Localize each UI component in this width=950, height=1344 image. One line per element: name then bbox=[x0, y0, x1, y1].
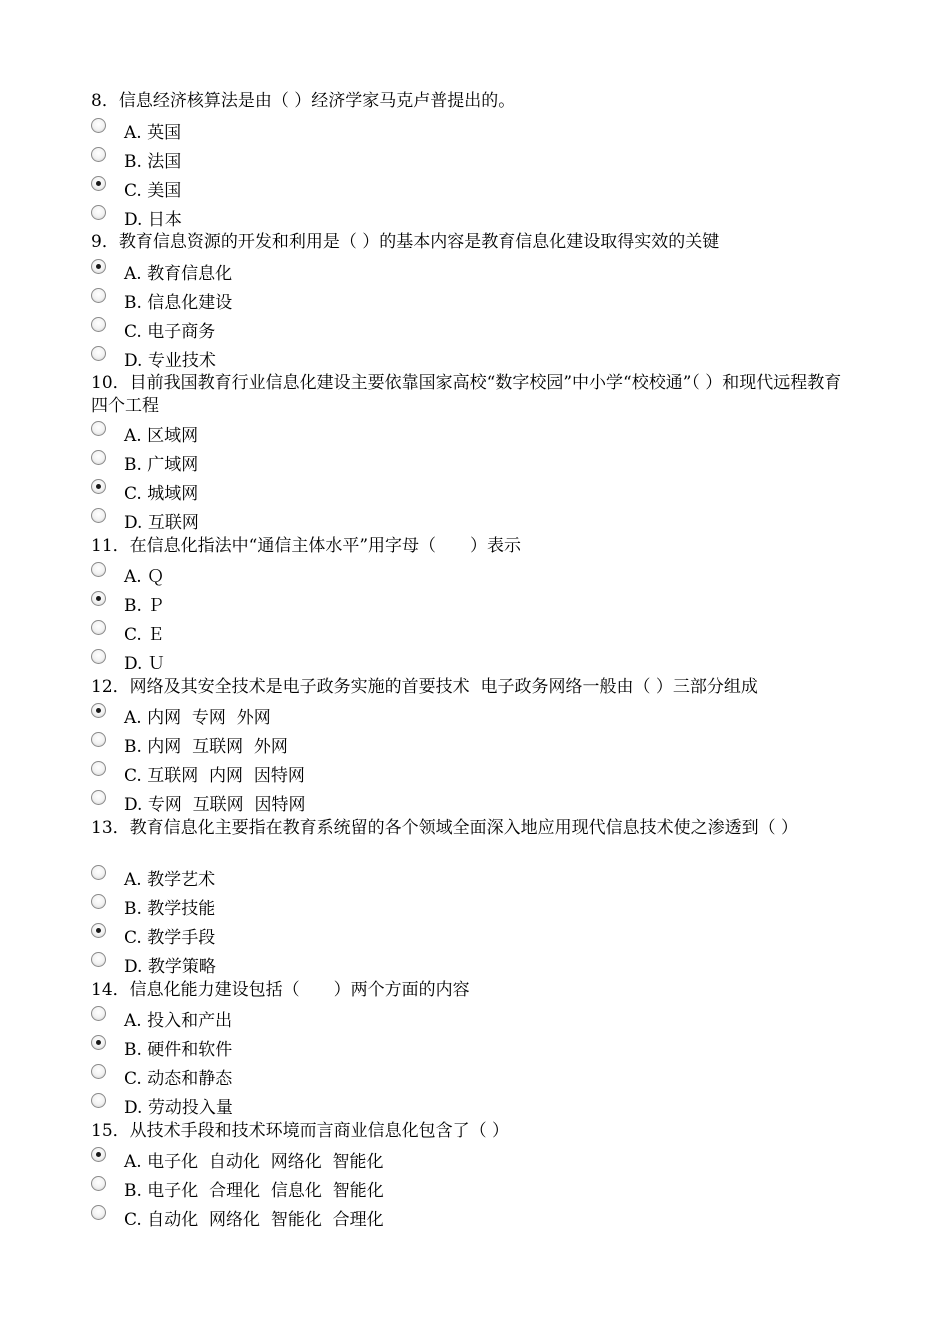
answer-option[interactable] bbox=[91, 287, 232, 313]
radio-unchecked-icon[interactable] bbox=[91, 790, 106, 805]
option-label: B. 信息化建设 bbox=[124, 292, 233, 313]
option-label: D. 专网 互联网 因特网 bbox=[124, 794, 306, 815]
answer-option[interactable] bbox=[91, 561, 164, 587]
answer-option[interactable] bbox=[91, 590, 164, 616]
answer-option[interactable] bbox=[91, 1034, 232, 1060]
answer-option[interactable] bbox=[91, 951, 216, 977]
radio-checked-icon[interactable] bbox=[91, 1147, 106, 1162]
option-label: C. Ｅ bbox=[124, 624, 165, 645]
answer-option[interactable] bbox=[91, 648, 165, 674]
option-label: C. 自动化 网络化 智能化 合理化 bbox=[124, 1209, 384, 1230]
radio-unchecked-icon[interactable] bbox=[91, 346, 106, 361]
answer-option[interactable] bbox=[91, 420, 198, 446]
option-label: B. 电子化 合理化 信息化 智能化 bbox=[124, 1180, 384, 1201]
radio-unchecked-icon[interactable] bbox=[91, 421, 106, 436]
radio-unchecked-icon[interactable] bbox=[91, 118, 106, 133]
option-label: D. 互联网 bbox=[124, 512, 199, 533]
option-label: A. 投入和产出 bbox=[124, 1010, 233, 1031]
radio-unchecked-icon[interactable] bbox=[91, 620, 106, 635]
radio-unchecked-icon[interactable] bbox=[91, 450, 106, 465]
answer-option[interactable] bbox=[91, 760, 305, 786]
answer-option[interactable] bbox=[91, 789, 305, 815]
radio-unchecked-icon[interactable] bbox=[91, 1093, 106, 1108]
radio-checked-icon[interactable] bbox=[91, 479, 106, 494]
option-label: A. 电子化 自动化 网络化 智能化 bbox=[124, 1151, 384, 1172]
option-label: A. Ｑ bbox=[124, 566, 165, 587]
radio-checked-icon[interactable] bbox=[91, 591, 106, 606]
option-label: D. 教学策略 bbox=[124, 956, 216, 977]
option-label: D. 日本 bbox=[124, 209, 182, 230]
radio-unchecked-icon[interactable] bbox=[91, 732, 106, 747]
option-label: B. 硬件和软件 bbox=[124, 1039, 233, 1060]
answer-option[interactable] bbox=[91, 702, 271, 728]
option-label: C. 电子商务 bbox=[124, 321, 216, 342]
option-label: A. 教学艺术 bbox=[124, 869, 216, 890]
answer-option[interactable] bbox=[91, 1063, 232, 1089]
answer-option[interactable] bbox=[91, 1175, 384, 1201]
option-label: A. 英国 bbox=[124, 122, 182, 143]
question-text: 10．目前我国教育行业信息化建设主要依靠国家高校“数字校园”中小学“校校通”（ ）和现代远程教育四个工程 bbox=[91, 373, 842, 416]
radio-unchecked-icon[interactable] bbox=[91, 1205, 106, 1220]
answer-option[interactable] bbox=[91, 619, 164, 645]
option-label: A. 内网 专网 外网 bbox=[124, 707, 271, 728]
radio-checked-icon[interactable] bbox=[91, 923, 106, 938]
radio-unchecked-icon[interactable] bbox=[91, 1006, 106, 1021]
radio-checked-icon[interactable] bbox=[91, 1035, 106, 1050]
radio-unchecked-icon[interactable] bbox=[91, 147, 106, 162]
option-label: B. 广域网 bbox=[124, 454, 199, 475]
option-label: D. 劳动投入量 bbox=[124, 1097, 233, 1118]
radio-checked-icon[interactable] bbox=[91, 259, 106, 274]
option-label: C. 美国 bbox=[124, 180, 182, 201]
question-text: 13．教育信息化主要指在教育系统留的各个领域全面深入地应用现代信息技术使之渗透到（ ） bbox=[91, 818, 799, 838]
question-text: 12．网络及其安全技术是电子政务实施的首要技术 电子政务网络一般由（ ）三部分组成 bbox=[91, 677, 758, 697]
radio-unchecked-icon[interactable] bbox=[91, 1176, 106, 1191]
radio-unchecked-icon[interactable] bbox=[91, 1064, 106, 1079]
radio-unchecked-icon[interactable] bbox=[91, 562, 106, 577]
question-text: 8．信息经济核算法是由（ ）经济学家马克卢普提出的。 bbox=[91, 91, 516, 111]
answer-option[interactable] bbox=[91, 345, 216, 371]
option-label: C. 互联网 内网 因特网 bbox=[124, 765, 305, 786]
radio-checked-icon[interactable] bbox=[91, 703, 106, 718]
answer-option[interactable] bbox=[91, 204, 182, 230]
answer-option[interactable] bbox=[91, 117, 181, 143]
answer-option[interactable] bbox=[91, 507, 199, 533]
radio-unchecked-icon[interactable] bbox=[91, 317, 106, 332]
option-label: C. 动态和静态 bbox=[124, 1068, 233, 1089]
radio-unchecked-icon[interactable] bbox=[91, 894, 106, 909]
answer-option[interactable] bbox=[91, 175, 181, 201]
answer-option[interactable] bbox=[91, 258, 232, 284]
answer-option[interactable] bbox=[91, 864, 215, 890]
option-label: A. 教育信息化 bbox=[124, 263, 233, 284]
question-text: 14．信息化能力建设包括（ ）两个方面的内容 bbox=[91, 980, 470, 1000]
option-label: C. 教学手段 bbox=[124, 927, 216, 948]
option-label: B. Ｐ bbox=[124, 595, 165, 616]
radio-unchecked-icon[interactable] bbox=[91, 205, 106, 220]
answer-option[interactable] bbox=[91, 893, 215, 919]
radio-unchecked-icon[interactable] bbox=[91, 508, 106, 523]
question-text: 15．从技术手段和技术环境而言商业信息化包含了（ ） bbox=[91, 1121, 510, 1141]
answer-option[interactable] bbox=[91, 1146, 384, 1172]
option-label: B. 法国 bbox=[124, 151, 182, 172]
answer-option[interactable] bbox=[91, 449, 198, 475]
question-text: 11．在信息化指法中“通信主体水平”用字母（ ）表示 bbox=[91, 536, 522, 556]
option-label: B. 内网 互联网 外网 bbox=[124, 736, 288, 757]
option-label: D. Ｕ bbox=[124, 653, 165, 674]
answer-option[interactable] bbox=[91, 1204, 384, 1230]
answer-option[interactable] bbox=[91, 146, 181, 172]
option-label: B. 教学技能 bbox=[124, 898, 216, 919]
answer-option[interactable] bbox=[91, 478, 198, 504]
question-text: 9．教育信息资源的开发和利用是（ ）的基本内容是教育信息化建设取得实效的关键 bbox=[91, 232, 720, 252]
answer-option[interactable] bbox=[91, 731, 288, 757]
radio-unchecked-icon[interactable] bbox=[91, 288, 106, 303]
answer-option[interactable] bbox=[91, 316, 215, 342]
radio-unchecked-icon[interactable] bbox=[91, 761, 106, 776]
option-label: D. 专业技术 bbox=[124, 350, 216, 371]
radio-unchecked-icon[interactable] bbox=[91, 952, 106, 967]
answer-option[interactable] bbox=[91, 1005, 232, 1031]
option-label: C. 城域网 bbox=[124, 483, 199, 504]
answer-option[interactable] bbox=[91, 1092, 233, 1118]
radio-checked-icon[interactable] bbox=[91, 176, 106, 191]
radio-unchecked-icon[interactable] bbox=[91, 649, 106, 664]
option-label: A. 区域网 bbox=[124, 425, 199, 446]
answer-option[interactable] bbox=[91, 922, 215, 948]
radio-unchecked-icon[interactable] bbox=[91, 865, 106, 880]
